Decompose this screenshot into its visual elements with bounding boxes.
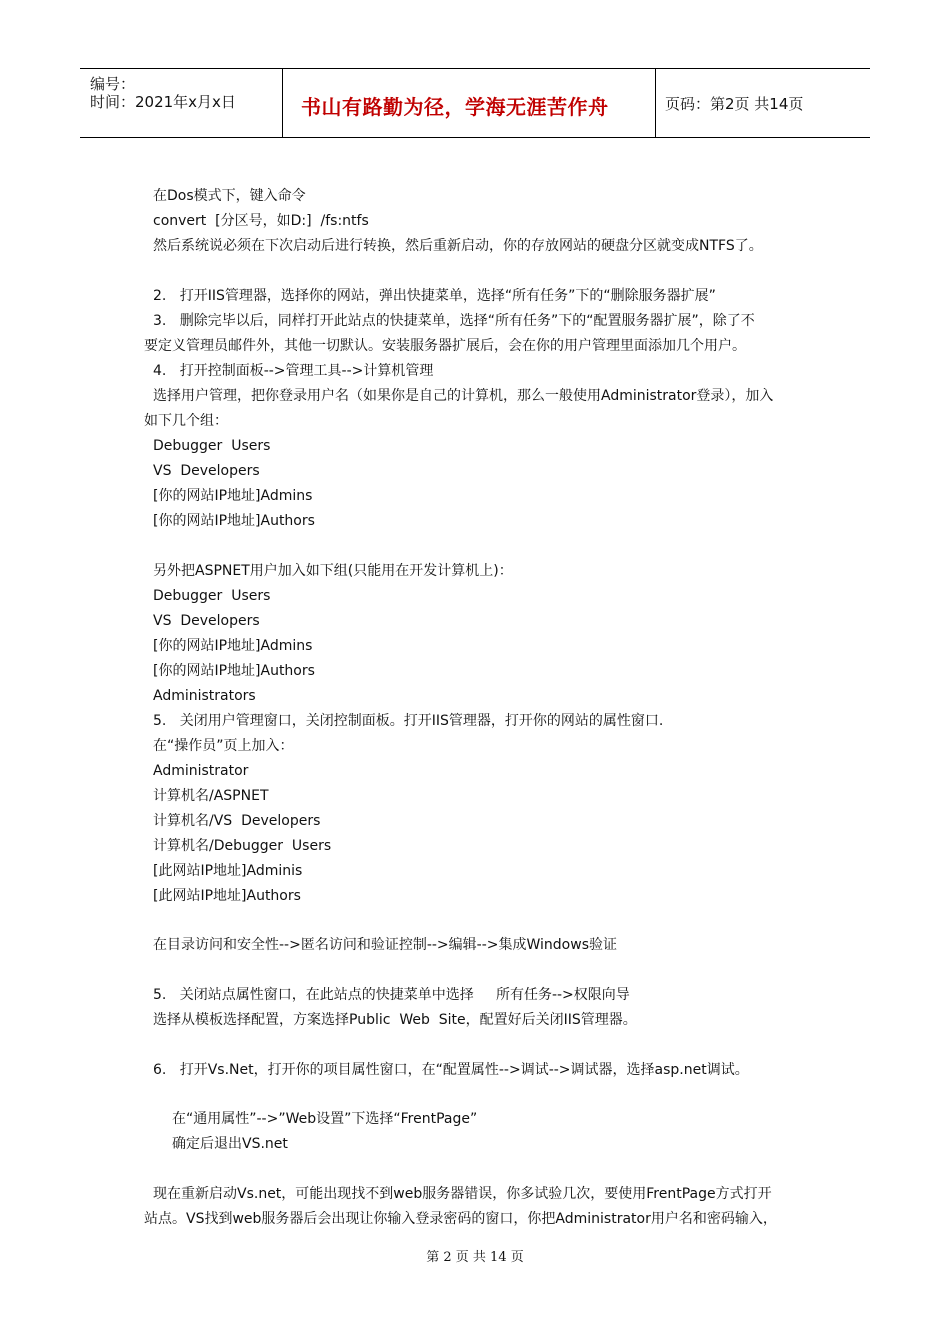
body-text-line: 2. 打开IIS管理器，选择你的网站，弹出快捷菜单，选择“所有任务”下的“删除服务器扩展”	[153, 288, 716, 304]
page-number-info: 页码：第2页 共14页	[665, 95, 804, 113]
body-text-line: 然后系统说必须在下次启动后进行转换，然后重新启动，你的存放网站的硬盘分区就变成NTFS了。	[153, 238, 763, 254]
body-text-line: 计算机名/Debugger Users	[153, 838, 332, 854]
body-text-line: Debugger Users	[153, 588, 271, 604]
body-text-line: 站点。VS找到web服务器后会出现让你输入登录密码的窗口，你把Administrator用户名和密码输入，	[144, 1211, 777, 1227]
body-text-line: 如下几个组：	[144, 413, 228, 429]
body-text-line: 现在重新启动Vs.net，可能出现找不到web服务器错误，你多试验几次，要使用FrentPage方式打开	[153, 1186, 772, 1202]
body-text-line: 计算机名/VS Developers	[153, 813, 321, 829]
body-text-line: 确定后退出VS.net	[172, 1136, 288, 1152]
body-text-line: 3. 删除完毕以后，同样打开此站点的快捷菜单，选择“所有任务”下的“配置服务器扩展”，除了不	[153, 313, 755, 329]
body-text-line: 计算机名/ASPNET	[153, 788, 269, 804]
body-text-line: [此网站IP地址]Adminis	[153, 863, 303, 879]
body-text-line: 4. 打开控制面板-->管理工具-->计算机管理	[153, 363, 434, 379]
body-text-line: 选择从模板选择配置，方案选择Public Web Site，配置好后关闭IIS管理器。	[153, 1012, 637, 1028]
body-text-line: [你的网站IP地址]Admins	[153, 488, 313, 504]
body-text-line: 5. 关闭站点属性窗口，在此站点的快捷菜单中选择 所有任务-->权限向导	[153, 987, 630, 1003]
body-text-line: Administrators	[153, 688, 256, 704]
document-number-label: 编号：	[90, 75, 136, 93]
body-text-line: [你的网站IP地址]Authors	[153, 513, 315, 529]
header-motto: 书山有路勤为径，学海无涯苦作舟	[301, 95, 609, 119]
body-text-line: 在“通用属性”-->”Web设置”下选择“FrentPage”	[172, 1111, 478, 1127]
body-text-line: 选择用户管理，把你登录用户名（如果你是自己的计算机，那么一般使用Administrator登录），加入	[153, 388, 774, 404]
body-text-line: VS Developers	[153, 613, 260, 629]
body-text-line: [你的网站IP地址]Admins	[153, 638, 313, 654]
body-text-line: 在“操作员”页上加入：	[153, 738, 294, 754]
body-text-line: 6. 打开Vs.Net，打开你的项目属性窗口，在“配置属性-->调试-->调试器，选择asp.net调试。	[153, 1062, 749, 1078]
page-footer: 第 2 页 共 14 页	[426, 1250, 524, 1265]
body-text-line: [此网站IP地址]Authors	[153, 888, 301, 904]
body-text-line: [你的网站IP地址]Authors	[153, 663, 315, 679]
body-text-line: convert [分区号，如D:] /fs:ntfs	[153, 213, 369, 229]
date-label: 时间：2021年x月x日	[90, 93, 236, 111]
body-text-line: Administrator	[153, 763, 249, 779]
body-text-line: VS Developers	[153, 463, 260, 479]
body-text-line: 5. 关闭用户管理窗口，关闭控制面板。打开IIS管理器，打开你的网站的属性窗口.	[153, 713, 664, 729]
body-text-line: 在目录访问和安全性-->匿名访问和验证控制-->编辑-->集成Windows验证	[153, 937, 617, 953]
body-text-line: Debugger Users	[153, 438, 271, 454]
body-text-line: 要定义管理员邮件外，其他一切默认。安装服务器扩展后，会在你的用户管理里面添加几个用户。	[144, 338, 746, 354]
body-text-line: 在Dos模式下，键入命令	[153, 188, 306, 204]
body-text-line: 另外把ASPNET用户加入如下组(只能用在开发计算机上)：	[153, 563, 513, 579]
